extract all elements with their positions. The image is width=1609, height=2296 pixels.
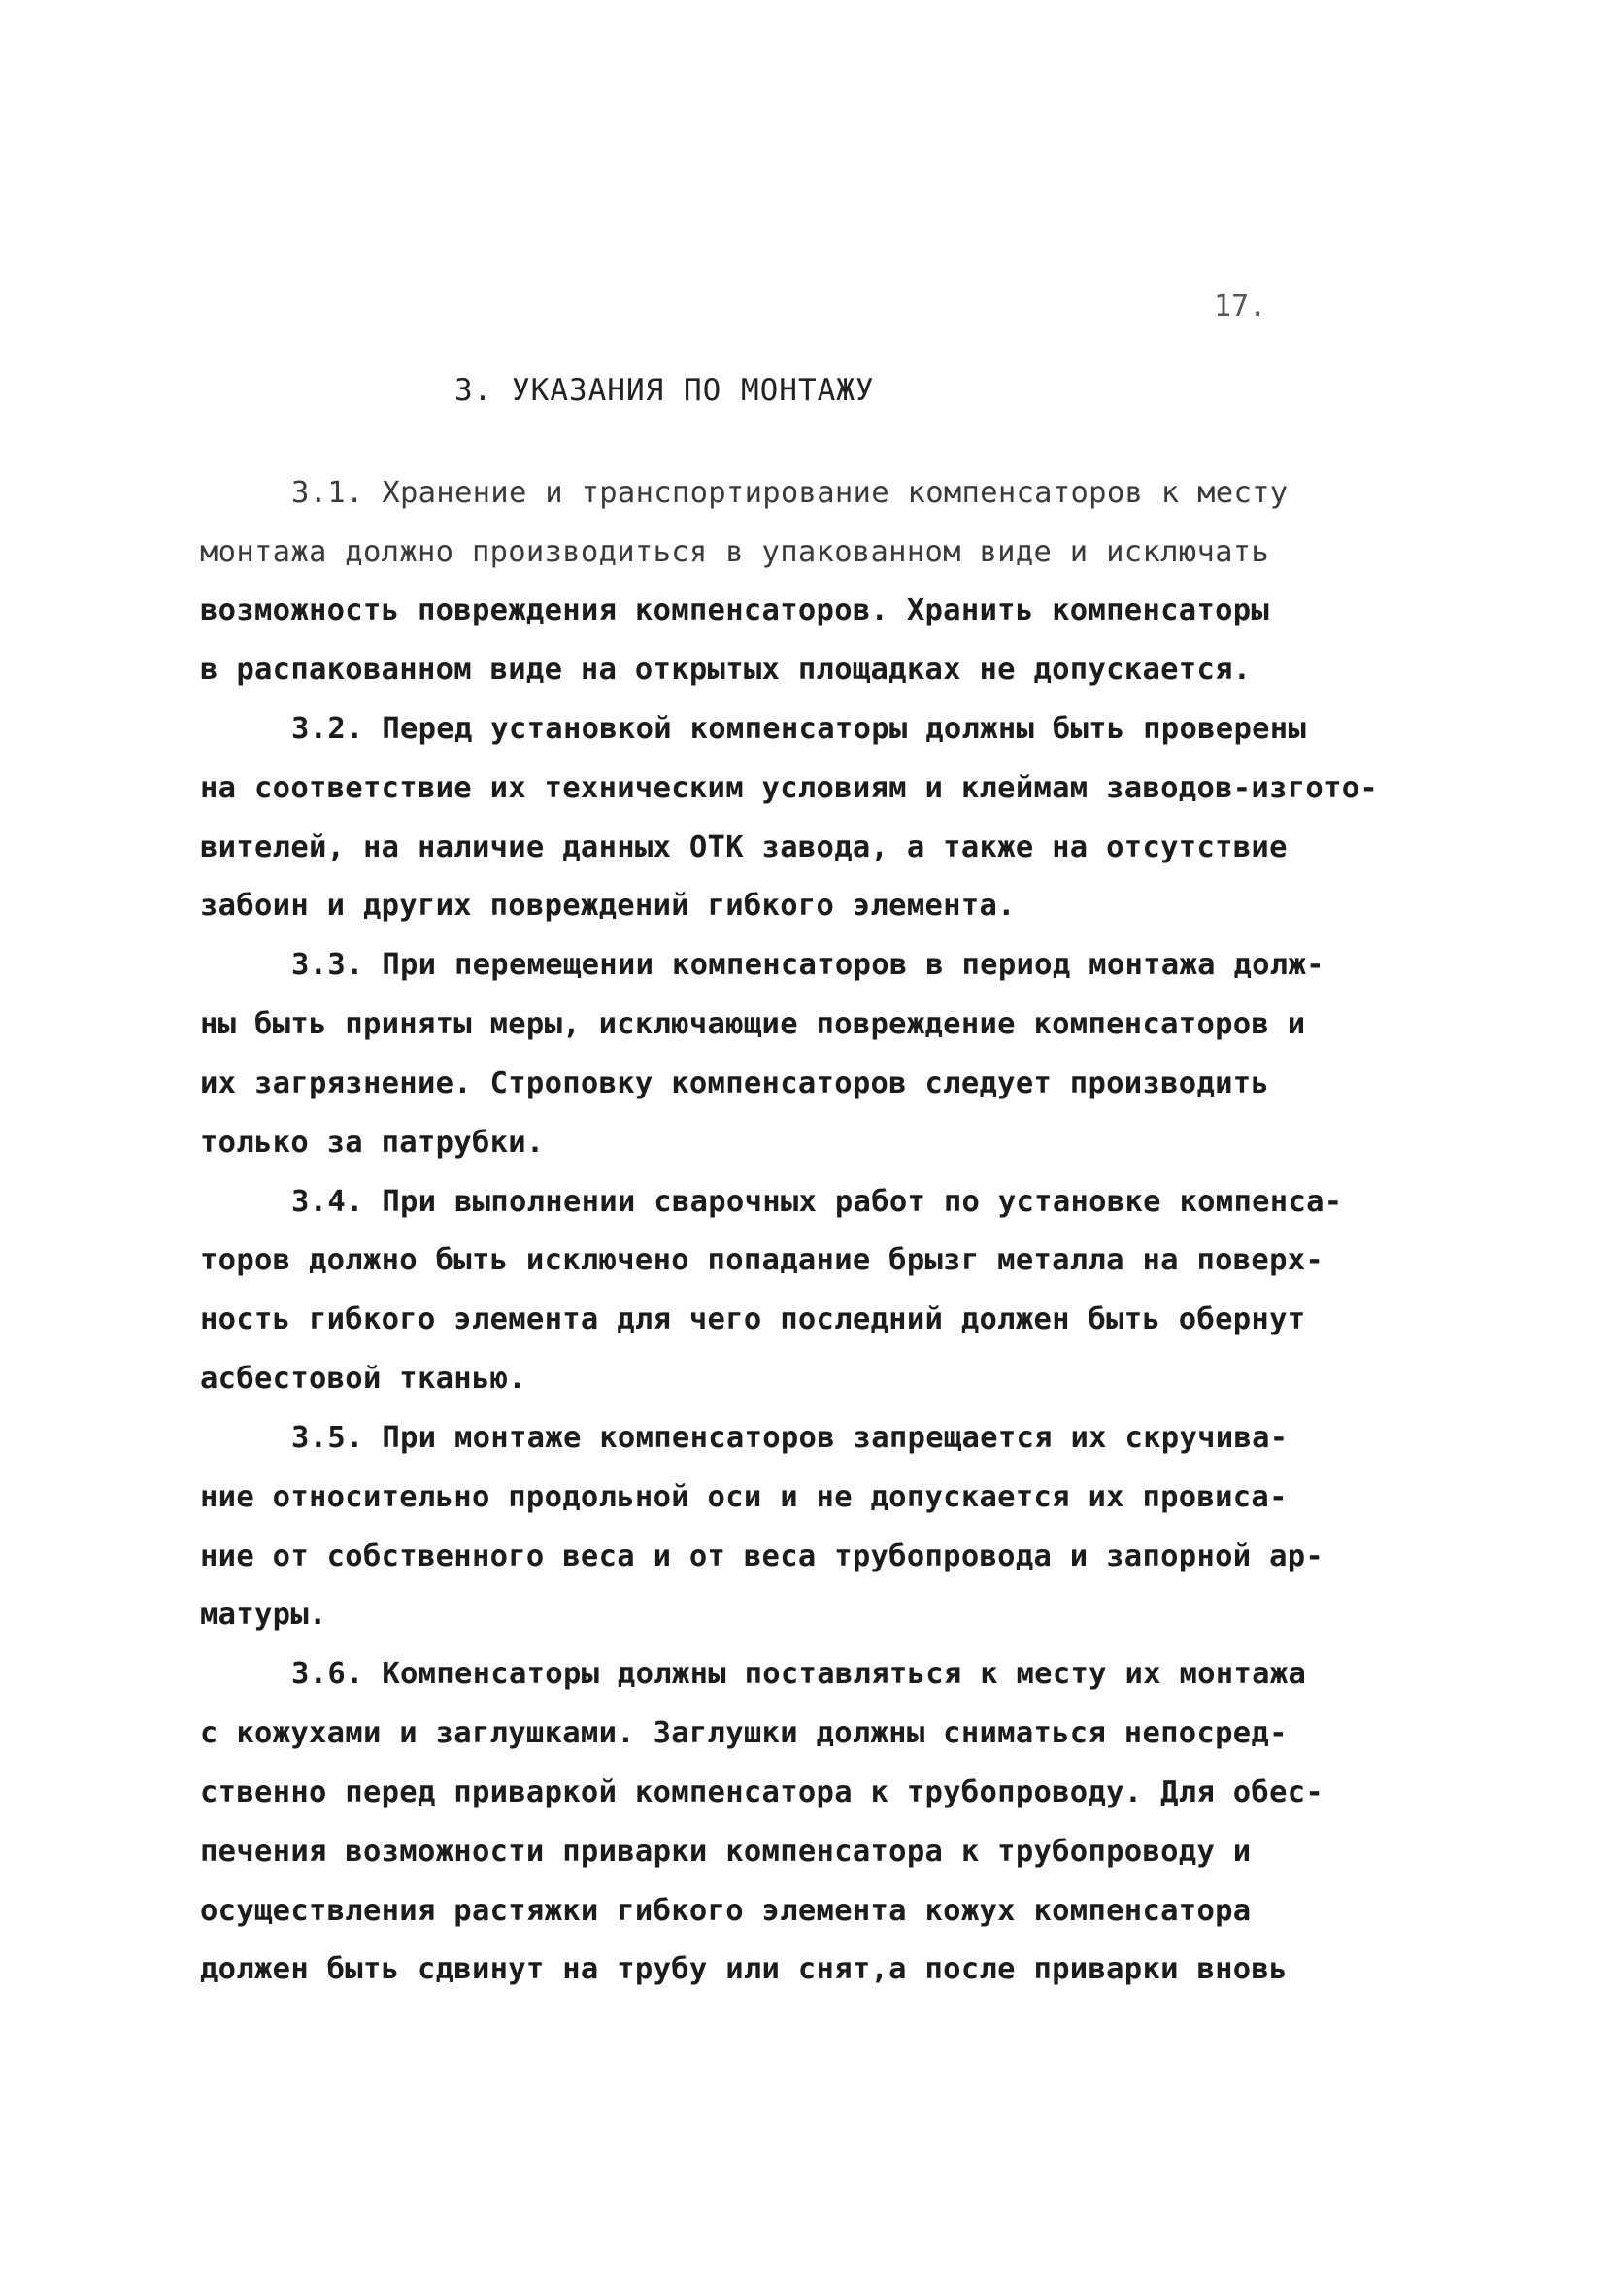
text-line: должен быть сдвинут на трубу или снят,а после приварки вновь bbox=[200, 1952, 1288, 1986]
text-line: на соответствие их техническим условиям и клеймам заводов-изгото- bbox=[200, 771, 1379, 805]
text-line: 3.1. Хранение и транспортирование компенсаторов к месту bbox=[291, 476, 1289, 510]
page-number: 17. bbox=[1214, 289, 1267, 323]
text-line: только за патрубки. bbox=[200, 1126, 545, 1160]
text-line: осуществления растяжки гибкого элемента кожух компенсатора bbox=[200, 1894, 1252, 1928]
text-line: ние относительно продольной оси и не допускается их провиса- bbox=[200, 1480, 1288, 1514]
text-line: ны быть приняты меры, исключающие повреждение компенсаторов и bbox=[200, 1007, 1306, 1041]
text-line: ние от собственного веса и от веса трубопровода и запорной ар- bbox=[200, 1539, 1324, 1573]
text-line: 3.2. Перед установкой компенсаторы должны быть проверены bbox=[291, 712, 1307, 746]
text-line: ственно перед приваркой компенсатора к трубопроводу. Для обес- bbox=[200, 1775, 1324, 1809]
text-line: возможность повреждения компенсаторов. Хранить компенсаторы bbox=[200, 593, 1270, 627]
text-line: их загрязнение. Строповку компенсаторов следует производить bbox=[200, 1066, 1270, 1100]
text-line: печения возможности приварки компенсатора к трубопроводу и bbox=[200, 1835, 1252, 1869]
text-line: ность гибкого элемента для чего последний должен быть обернут bbox=[200, 1302, 1306, 1336]
text-line: 3.5. При монтаже компенсаторов запрещается их скручива- bbox=[291, 1421, 1289, 1455]
text-line: в распакованном виде на открытых площадках не допускается. bbox=[200, 653, 1252, 687]
text-line: вителей, на наличие данных ОТК завода, а также на отсутствие bbox=[200, 830, 1288, 864]
text-line: торов должно быть исключено попадание брызг металла на поверх- bbox=[200, 1243, 1324, 1277]
text-line: 3.4. При выполнении сварочных работ по установке компенса- bbox=[291, 1185, 1343, 1219]
section-title: 3. УКАЗАНИЯ ПО МОНТАЖУ bbox=[454, 373, 875, 408]
text-line: асбестовой тканью. bbox=[200, 1362, 526, 1396]
text-line: 3.3. При перемещении компенсаторов в период монтажа долж- bbox=[291, 948, 1324, 982]
text-line: монтажа должно производиться в упакованном виде и исключать bbox=[200, 535, 1270, 569]
text-line: 3.6. Компенсаторы должны поставляться к месту их монтажа bbox=[291, 1657, 1307, 1691]
text-line: забоин и других повреждений гибкого элемента. bbox=[200, 889, 1016, 923]
text-line: матуры. bbox=[200, 1598, 327, 1632]
text-line: с кожухами и заглушками. Заглушки должны сниматься непосред- bbox=[200, 1716, 1288, 1750]
